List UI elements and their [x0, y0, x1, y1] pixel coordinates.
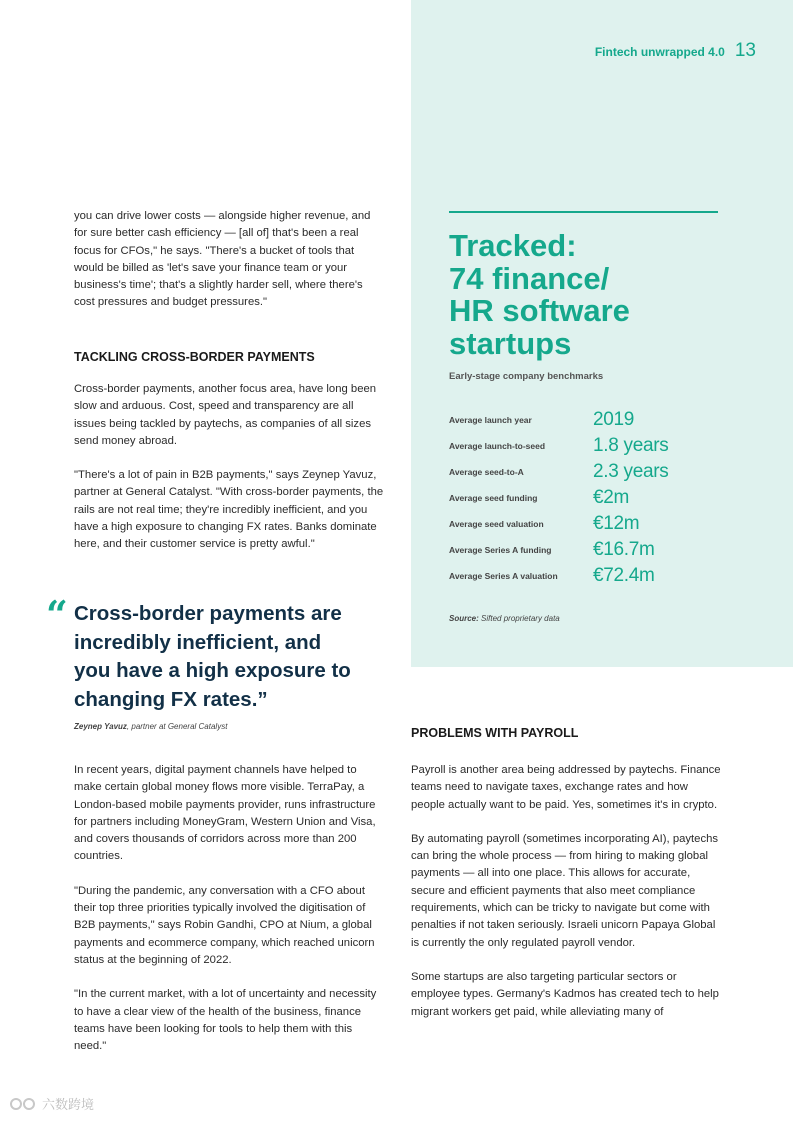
stat-value: 2.3 years — [593, 461, 669, 482]
left-intro — [74, 208, 384, 329]
pull-quote — [74, 600, 374, 714]
stat-label: Average Series A funding — [449, 545, 552, 555]
benchmark-stats — [449, 407, 719, 589]
quote-author: Zeynep Yavuz — [74, 722, 127, 731]
stat-value: €12m — [593, 513, 640, 534]
left-bottom-body — [74, 762, 384, 1072]
body-paragraph: "In the current market, with a lot of uncertainty and necessity to have a clear view of the health of the business, finance teams have been looking for tools to help them with this need." — [74, 988, 377, 1053]
stat-label: Average seed funding — [449, 493, 538, 503]
panel-title-line: Tracked: — [449, 228, 577, 263]
quote-attribution — [74, 722, 227, 731]
section-heading-cross-border: TACKLING CROSS-BORDER PAYMENTS — [74, 350, 315, 364]
body-paragraph: "During the pandemic, any conversation with a CFO about their top three priorities typically involved the digitisation of B2B payments," says Robin Gandhi, CPO at Nium, a global payments and ecommerce company, which reached unicorn status at the beginning of 2022. — [74, 884, 375, 966]
right-bottom-body — [411, 762, 721, 1038]
body-paragraph: Cross-border payments, another focus area, have long been slow and arduous. Cost, speed and transparency are all issues being tackled by paytechs, as companies of all sizes send money abroad. — [74, 383, 377, 447]
source-text: Sifted proprietary data — [481, 614, 560, 623]
stat-value: €16.7m — [593, 539, 655, 560]
quote-line: you have a high exposure to — [74, 659, 351, 682]
quote-role: , partner at General Catalyst — [126, 722, 228, 731]
stat-label: Average launch year — [449, 415, 532, 425]
panel-title-line: HR software — [449, 293, 630, 328]
quote-line: changing FX rates.” — [74, 687, 268, 711]
watermark — [8, 1094, 94, 1113]
stat-label: Average seed valuation — [449, 519, 544, 529]
body-paragraph: "There's a lot of pain in B2B payments," says Zeynep Yavuz, partner at General Catalyst. "With cross-border payments, the rails are not real time; they're incredibly inefficient, and you have a high exposure to changing FX rates. Banks dominate here, and their customer service is pretty awful." — [74, 469, 384, 551]
stat-value: 1.8 years — [593, 435, 669, 456]
quote-mark-icon: “ — [46, 592, 68, 637]
stat-value: €2m — [593, 487, 630, 508]
stat-row — [449, 511, 719, 537]
watermark-logo-icon — [8, 1096, 38, 1112]
stat-label: Average seed-to-A — [449, 467, 524, 477]
panel-title — [449, 230, 749, 360]
stat-row — [449, 433, 719, 459]
panel-title-line: 74 finance/ — [449, 260, 610, 296]
panel-divider — [449, 211, 718, 213]
panel-subtitle: Early-stage company benchmarks — [449, 371, 604, 382]
stat-label: Average launch-to-seed — [449, 441, 546, 451]
section-heading-payroll: PROBLEMS WITH PAYROLL — [411, 726, 579, 740]
stat-row — [449, 537, 719, 563]
stat-row — [449, 485, 719, 511]
quote-line: incredibly inefficient, and — [74, 630, 322, 654]
quote-line: Cross-border payments are — [74, 602, 342, 625]
page-header — [595, 40, 756, 62]
stat-row — [449, 459, 719, 485]
source-note — [449, 614, 560, 623]
stat-value: €72.4m — [593, 565, 655, 586]
page-number: 13 — [734, 40, 756, 61]
stat-row — [449, 563, 719, 589]
publication-title: Fintech unwrapped 4.0 — [594, 45, 725, 59]
left-section-body — [74, 381, 384, 571]
stat-label: Average Series A valuation — [449, 571, 558, 581]
body-paragraph: you can drive lower costs — alongside higher revenue, and for sure better cash efficiency — [all of] that's been a real focus for CFOs," he says. "There's a bucket of tools that would be billed as 'let's save your finance team or your business's time'; that's a slightly harder sell, where there's cost pressures and budget pressures." — [74, 210, 371, 309]
body-paragraph: Payroll is another area being addressed by paytechs. Finance teams need to navigate taxes, exchange rates and how people actually want to be paid. Yes, sometimes it's in crypto. — [411, 764, 721, 811]
body-paragraph: Some startups are also targeting particular sectors or employee types. Germany's Kadmos has created tech to help migrant workers get paid, while alleviating many of — [411, 970, 719, 1018]
body-paragraph: By automating payroll (sometimes incorporating AI), paytechs can bring the whole process — from hiring to making global payments — all into one place. This allows for accurate, secure and efficient payments that also meet compliance requirements, which can be tricky to navigate but come with penalties if not taken seriously. Israeli unicorn Papaya Global is currently the only regulated payroll vendor. — [411, 832, 719, 949]
panel-title-line: startups — [449, 325, 572, 361]
body-paragraph: In recent years, digital payment channels have helped to make certain global money flows more visible. TerraPay, a London-based mobile payments provider, runs infrastructure for partners including MoneyGram, Western Union and Visa, and covers thousands of corridors across more than 200 countries. — [74, 764, 376, 863]
stat-row — [449, 407, 719, 433]
stat-value: 2019 — [593, 409, 635, 430]
watermark-text: 六数跨境 — [42, 1097, 95, 1112]
source-label: Source: — [449, 614, 479, 623]
